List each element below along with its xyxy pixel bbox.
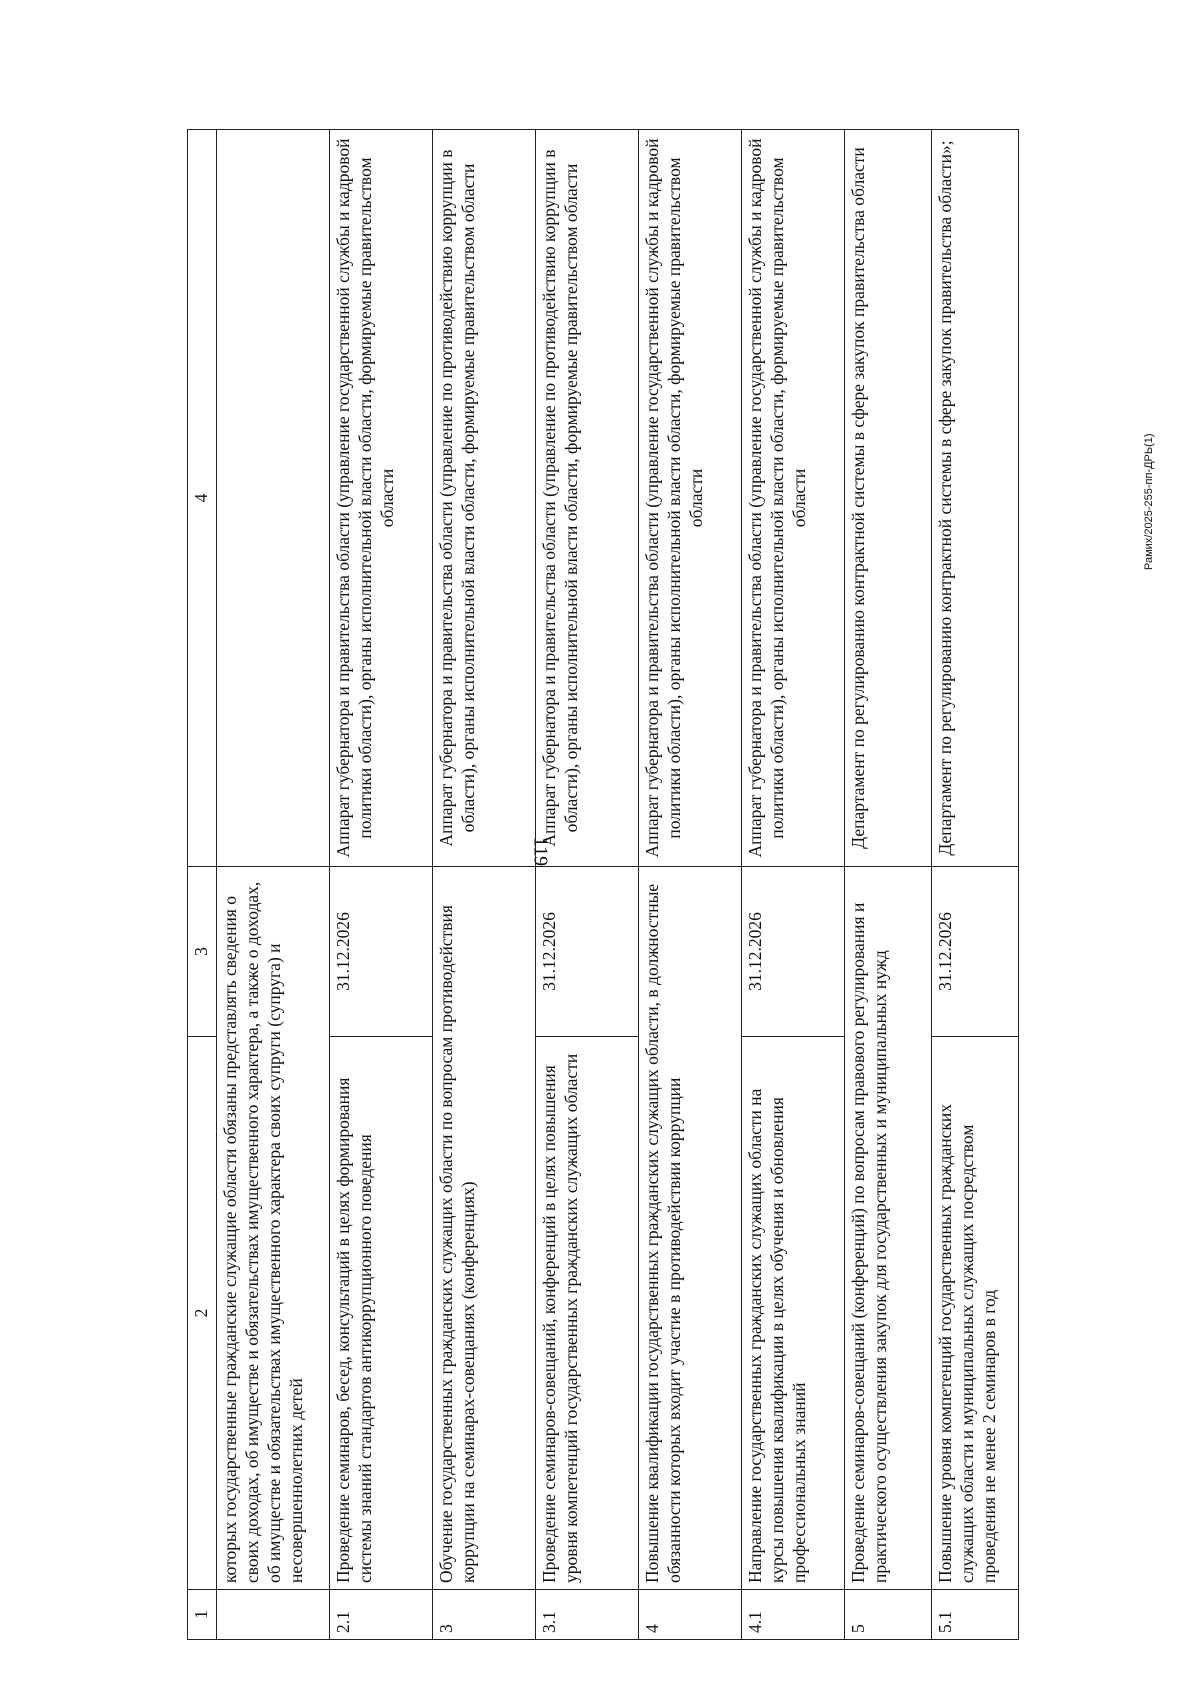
table-row [844, 130, 931, 1640]
table-row-continuation [216, 130, 329, 1640]
cell-num: 3 [432, 1590, 535, 1640]
table-row [931, 130, 1018, 1640]
cell-responsible: Аппарат губернатора и правительства области (управление государственной службы и кадровой политики области), органы исполнительной власти области, формируемые правительством области [638, 130, 741, 867]
cell-num: 2.1 [329, 1590, 432, 1640]
header-col-1: 1 [188, 1590, 217, 1640]
cell-text: Проведение семинаров-совещаний (конференций) по вопросам правового регулирования и практического осуществления закупок для государственных и муниципальных нужд [844, 867, 931, 1590]
cell-date: 31.12.2026 [329, 867, 432, 1037]
cell-text: Проведение семинаров-совещаний, конференций в целях повышения уровня компетенций государственных гражданских служащих области [535, 1037, 638, 1590]
cell-text: Обучение государственных гражданских служащих области по вопросам противодействия коррупции на семинарах-совещаниях (конференциях) [432, 867, 535, 1590]
cell-responsible: Аппарат губернатора и правительства области (управление государственной службы и кадровой политики области), органы исполнительной власти области, формируемые правительством области [741, 130, 844, 867]
rotated-table-container [187, 130, 1107, 1640]
table-row [329, 130, 432, 1640]
cell-text: Проведение семинаров, бесед, консультаций в целях формирования системы знаний стандартов антикоррупционного поведения [329, 1037, 432, 1590]
cell-num: 5.1 [931, 1590, 1018, 1640]
cell-date: 31.12.2026 [535, 867, 638, 1037]
table-row [535, 130, 638, 1640]
cell-num: 3.1 [535, 1590, 638, 1640]
cell-text: Повышение уровня компетенций государственных гражданских служащих области и муниципальных служащих посредством проведения не менее 2 семинаров в год [931, 1037, 1018, 1590]
table-row [741, 130, 844, 1640]
document-id-text: Рамих/2025-255-пп-ДРЬ(1) [1143, 433, 1155, 570]
cell-continuation-text: которых государственные гражданские служащие области обязаны представлять сведения о своих доходах, об имуществе и обязательствах имущественного характера, а также о доходах, об имуществе и обязательствах имущественного характера своих супруги (супруга) и несовершеннолетних детей [216, 867, 329, 1590]
cell-responsible: Аппарат губернатора и правительства области (управление по противодействию коррупции в области), органы исполнительной власти области, формируемые правительством области [535, 130, 638, 867]
cell-responsible [216, 130, 329, 867]
cell-responsible: Аппарат губернатора и правительства области (управление государственной службы и кадровой политики области), органы исполнительной власти области, формируемые правительством области [329, 130, 432, 867]
table-row [432, 130, 535, 1640]
cell-responsible: Департамент по регулированию контрактной системы в сфере закупок правительства области [844, 130, 931, 867]
cell-text: Направление государственных гражданских служащих области на курсы повышения квалификации в целях обучения и обновления профессиональных знаний [741, 1037, 844, 1590]
header-col-4: 4 [188, 130, 217, 867]
cell-responsible: Департамент по регулированию контрактной системы в сфере закупок правительства области»; [931, 130, 1018, 867]
cell-text: Повышение квалификации государственных гражданских служащих области, в должностные обязанности которых входит участие в противодействии коррупции [638, 867, 741, 1590]
measures-table [187, 129, 1019, 1640]
table-header-row [188, 130, 217, 1640]
cell-date: 31.12.2026 [741, 867, 844, 1037]
cell-num: 4.1 [741, 1590, 844, 1640]
cell-num: 4 [638, 1590, 741, 1640]
cell-date: 31.12.2026 [931, 867, 1018, 1037]
table-row [638, 130, 741, 1640]
page-number: 119 [529, 836, 552, 867]
cell-num: 5 [844, 1590, 931, 1640]
cell-num [216, 1590, 329, 1640]
header-col-3: 3 [188, 867, 217, 1037]
header-col-2: 2 [188, 1037, 217, 1590]
cell-responsible: Аппарат губернатора и правительства области (управление по противодействию коррупции в области), органы исполнительной власти области, формируемые правительством области [432, 130, 535, 867]
